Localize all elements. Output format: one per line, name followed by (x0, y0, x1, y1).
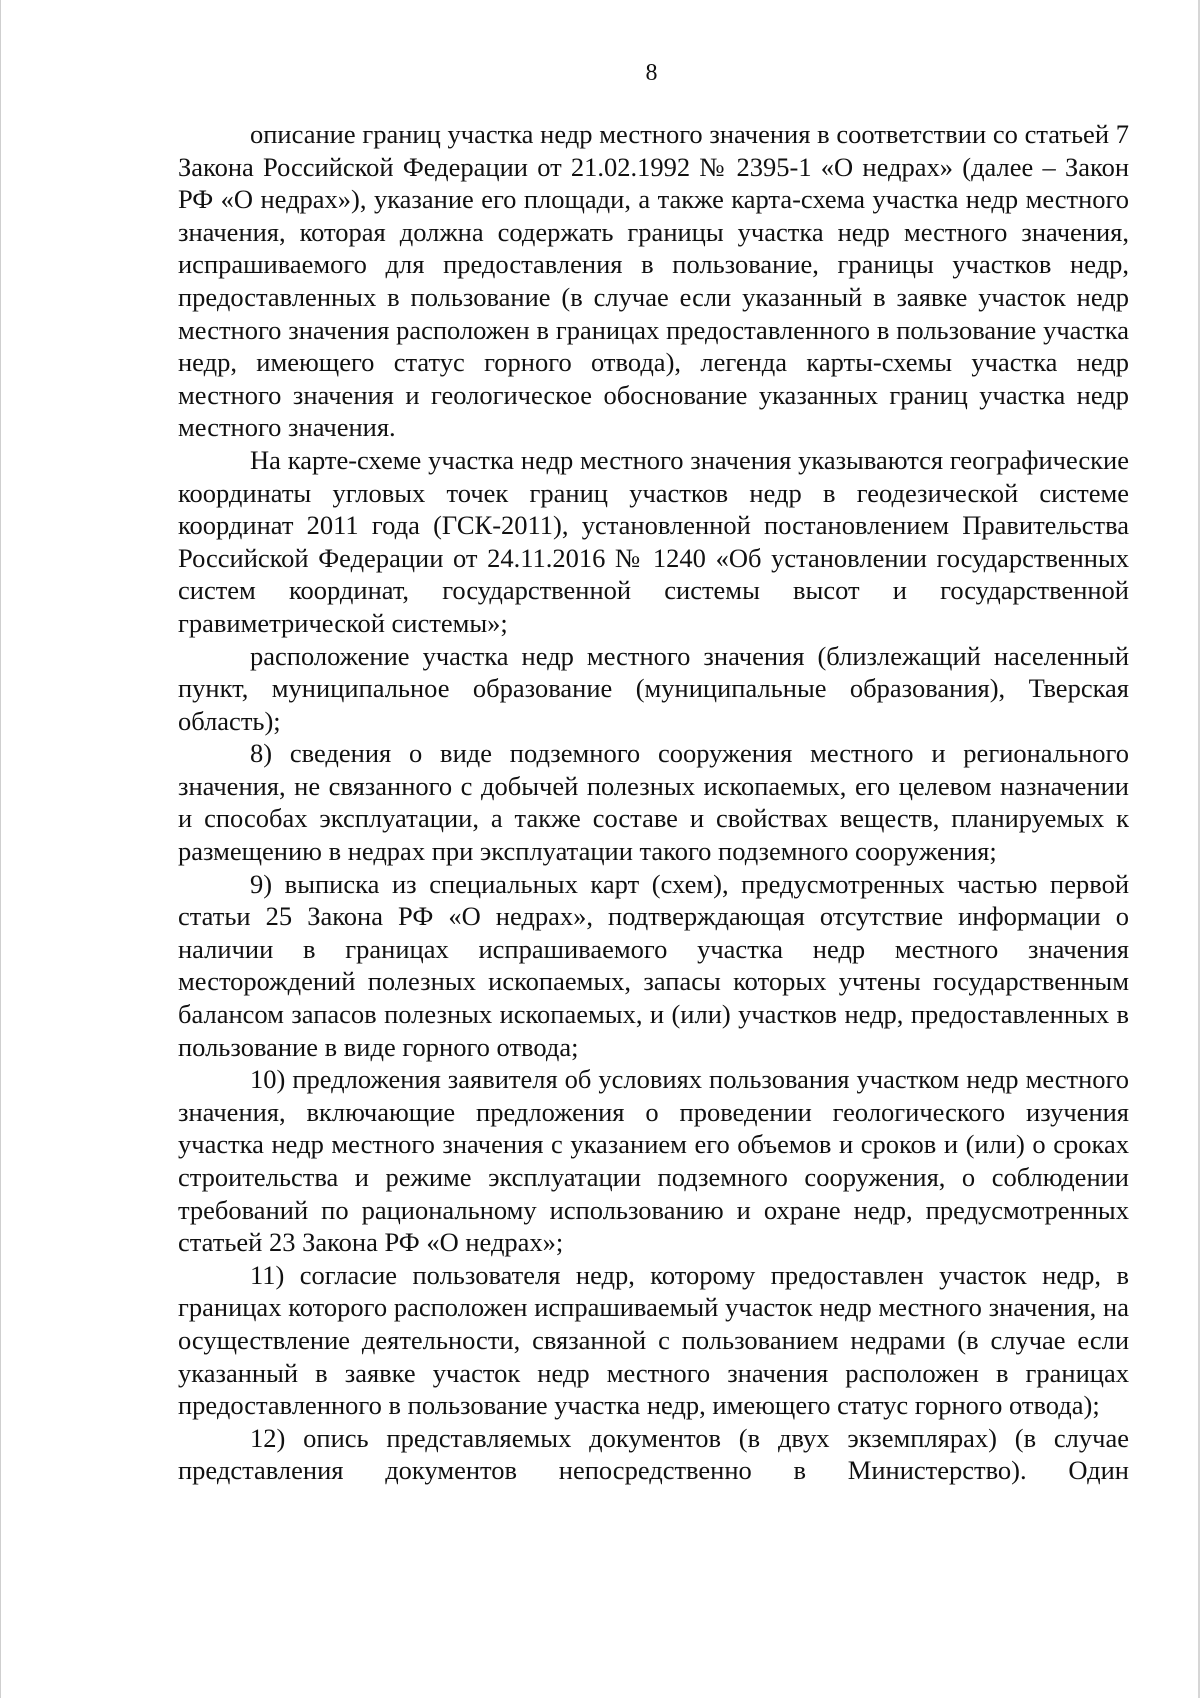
paragraph-item-9: 9) выписка из специальных карт (схем), предусмотренных частью первой статьи 25 Закона РФ «О недрах», подтверждающая отсутствие информации о наличии в границах испрашиваемого участка недр местного значения месторождений полезных ископаемых, запасы которых учтены государственным балансом запасов полезных ископаемых, и (или) участков недр, предоставленных в пользование в виде горного отвода; (178, 868, 1129, 1062)
paragraph-item-8: 8) сведения о виде подземного сооружения местного и регионального значения, не связанного с добычей полезных ископаемых, его целевом назначении и способах эксплуатации, а также составе и свойствах веществ, планируемых к размещению в недрах при эксплуатации такого подземного сооружения; (178, 738, 1129, 867)
scan-edge-left (0, 0, 1, 1698)
paragraph-site-location: расположение участка недр местного значения (близлежащий населенный пункт, муниципальное образование (муниципальные образования), Тверская область); (178, 640, 1129, 736)
paragraph-item-11: 11) согласие пользователя недр, которому предоставлен участок недр, в границах которого расположен испрашиваемый участок недр местного значения, на осуществление деятельности, связанной с пользованием недрами (в случае если указанный в заявке участок недр местного значения расположен в границах предоставленного в пользование участка недр, имеющего статус горного отвода); (178, 1259, 1129, 1421)
document-body (178, 118, 1129, 1487)
paragraph-boundary-description: описание границ участка недр местного значения в соответствии со статьей 7 Закона Российской Федерации от 21.02.1992 № 2395-1 «О недрах» (далее – Закон РФ «О недрах»), указание его площади, а также карта-схема участка недр местного значения, которая должна содержать границы участка недр местного значения, испрашиваемого для предоставления в пользование, границы участков недр, предоставленных в пользование (в случае если указанный в заявке участок недр местного значения расположен в границах предоставленного в пользование участка недр, имеющего статус горного отвода), легенда карты-схемы участка недр местного значения и геологическое обоснование указанных границ участка недр местного значения. (178, 119, 1129, 443)
paragraph-item-12: 12) опись представляемых документов (в двух экземплярах) (в случае представления документов непосредственно в Министерство). Один (178, 1422, 1129, 1486)
paragraph-map-coordinates: На карте-схеме участка недр местного значения указываются географические координаты угловых точек границ участков недр в геодезической системе координат 2011 года (ГСК-2011), установленной постановлением Правительства Российской Федерации от 24.11.2016 № 1240 «Об установлении государственных систем координат, государственной системы высот и государственной гравиметрической системы»; (178, 444, 1129, 638)
paragraph-item-10: 10) предложения заявителя об условиях пользования участком недр местного значения, включающие предложения о проведении геологического изучения участка недр местного значения с указанием его объемов и сроков и (или) о сроках строительства и режиме эксплуатации подземного сооружения, о соблюдении требований по рациональному использованию и охране недр, предусмотренных статьей 23 Закона РФ «О недрах»; (178, 1064, 1129, 1258)
page-number: 8 (645, 60, 658, 86)
